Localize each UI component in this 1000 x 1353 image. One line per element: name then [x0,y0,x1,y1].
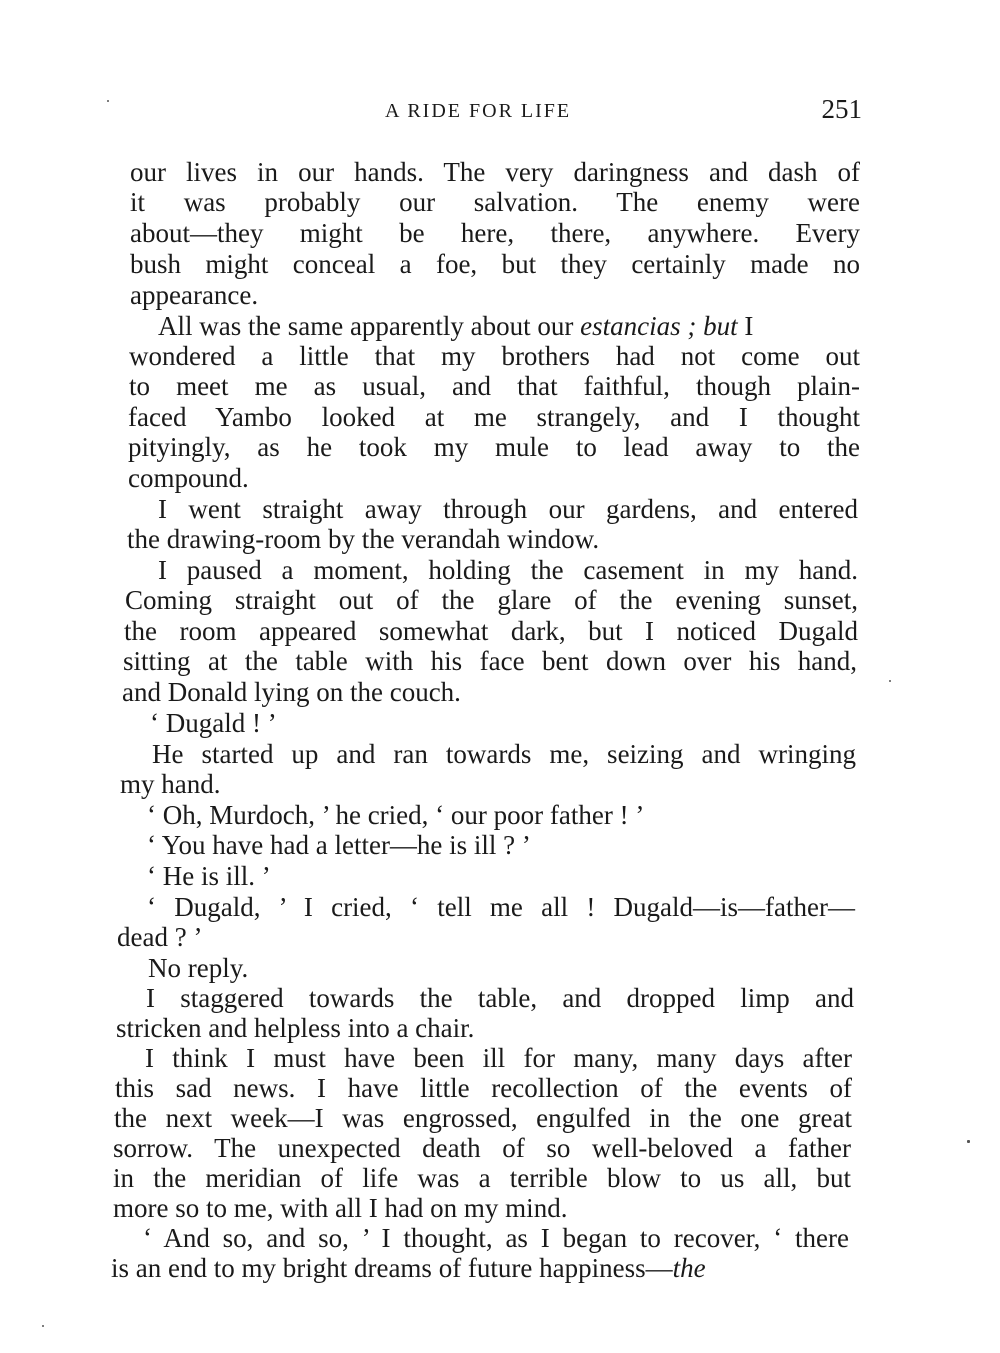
italic-text: the [672,1253,706,1283]
running-title: A RIDE FOR LIFE [385,100,572,122]
text-line: I went straight away through our gardens, and entered [158,494,858,524]
text-line: appearance. [130,280,259,310]
text-line: it was probably our salvation. The enemy were [130,187,860,217]
text-line: about—they might be here, there, anywhere. Every [130,218,860,248]
text-line: the next week—I was engrossed, engulfed in the one great [114,1103,852,1133]
print-speck [967,1140,970,1143]
print-speck [107,100,109,102]
text-line: the room appeared somewhat dark, but I noticed Dugald [124,616,858,646]
text-line: ‘ You have had a letter—he is ill ? ’ [147,830,531,860]
text-line: our lives in our hands. The very daringness and dash of [130,157,860,187]
text-line: to meet me as usual, and that faithful, though plain- [129,371,860,401]
text-line: pityingly, as he took my mule to lead away to the [128,432,860,462]
text-line: ‘ Dugald ! ’ [150,708,277,738]
text-line: wondered a little that my brothers had not come out [129,341,860,371]
text-line: sorrow. The unexpected death of so well-beloved a father [113,1133,851,1163]
running-head [0,96,1000,126]
text-line: this sad news. I have little recollection of the events of [115,1073,852,1103]
text-line: I think I must have been ill for many, many days after [145,1043,852,1073]
italic-text: estancias ; but [580,311,738,341]
text-line [111,1253,849,1283]
text-line: my hand. [120,769,221,799]
text-line: and Donald lying on the couch. [122,677,461,707]
print-speck [889,680,891,682]
text-line: more so to me, with all I had on my mind. [113,1193,568,1223]
text-line: bush might conceal a foe, but they certainly made no [130,249,860,279]
text-line: stricken and helpless into a chair. [116,1013,475,1043]
text-line: I paused a moment, holding the casement in my hand. [158,555,858,585]
text-run: All was the same apparently about our [158,311,581,341]
text-line: ‘ Oh, Murdoch, ’ he cried, ‘ our poor father ! ’ [147,800,645,830]
text-line: sitting at the table with his face bent down over his hand, [123,646,857,676]
text-line: in the meridian of life was a terrible blow to us all, but [113,1163,851,1193]
text-line: faced Yambo looked at me strangely, and I thought [128,402,860,432]
text-line: I staggered towards the table, and dropped limp and [146,983,854,1013]
text-line [158,311,860,341]
page-number: 251 [821,94,862,124]
text-line: No reply. [148,953,249,983]
text-line: the drawing-room by the verandah window. [127,524,600,554]
text-run: I [737,311,754,341]
text-line: Coming straight out of the glare of the evening sunset, [125,585,858,615]
text-line: dead ? ’ [117,922,203,952]
text-run: is an end to my bright dreams of future happiness— [111,1253,673,1283]
text-line: ‘ Dugald, ’ I cried, ‘ tell me all ! Dugald—is—father— [147,892,855,922]
print-speck [42,1325,44,1327]
text-line: ‘ He is ill. ’ [147,861,271,891]
text-line: compound. [128,463,249,493]
text-line: ‘ And so, and so, ’ I thought, as I began to recover, ‘ there [143,1223,849,1253]
text-line: He started up and ran towards me, seizing and wringing [152,739,856,769]
